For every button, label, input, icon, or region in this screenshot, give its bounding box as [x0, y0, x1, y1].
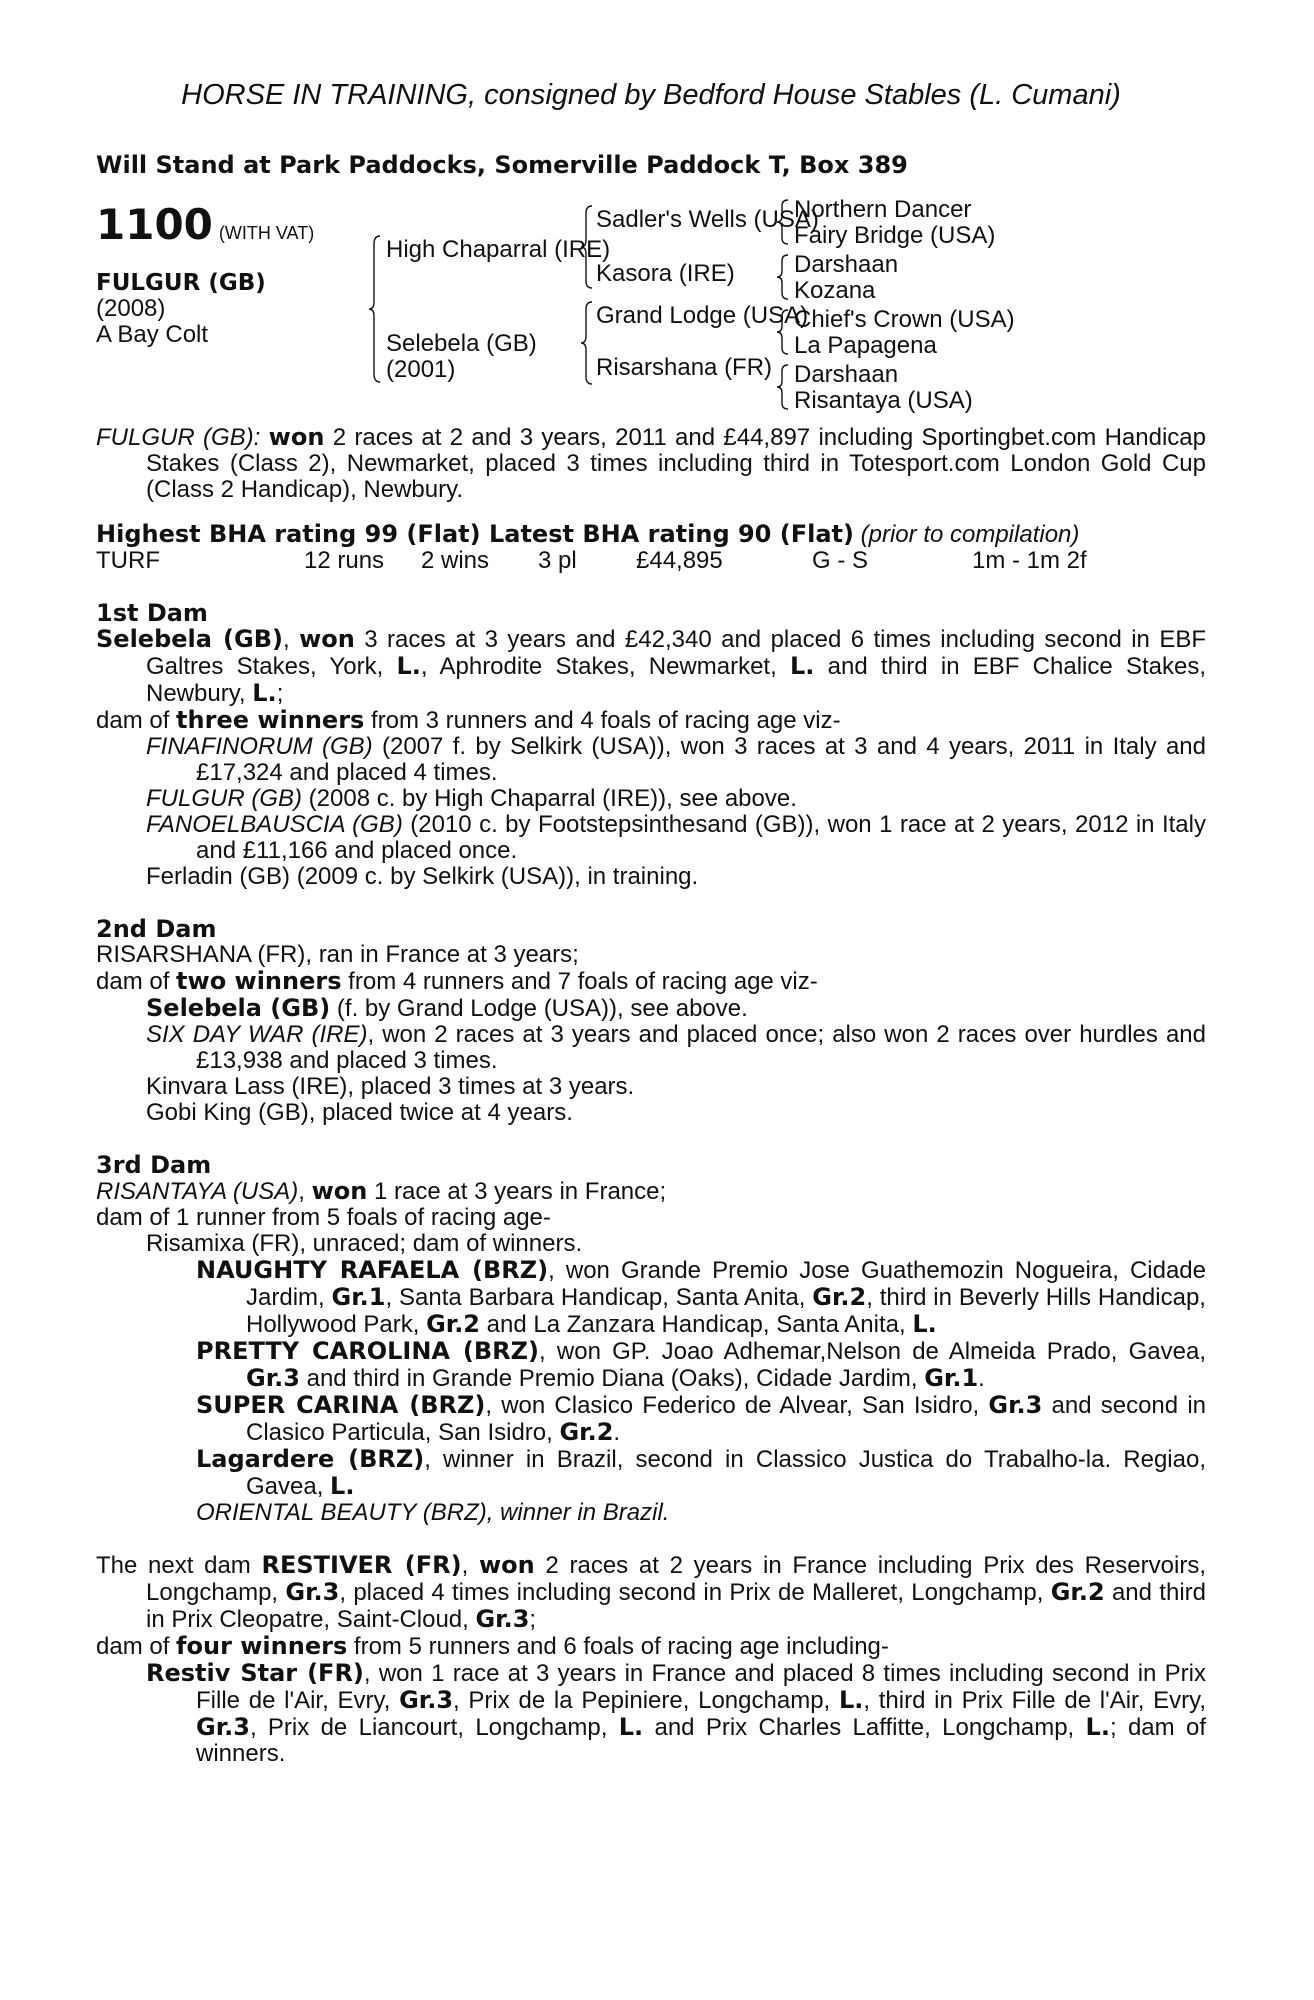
gen3-ancestor: Darshaan: [794, 251, 899, 278]
horse-year: (2008): [96, 295, 166, 322]
produce-entry: Restiv Star (FR), won 1 race at 3 years in France and placed 8 times including second in Prix Fille de l'Air, Evry, Gr.3, Prix de la Pepiniere, Longchamp, L., third in Prix Fille de l'Air, Evry, Gr.3, Prix de Liancourt, Longchamp, L. and Prix Charles Laffitte, Longchamp, L.; dam of winners.: [146, 1659, 1206, 1767]
vat-note: (WITH VAT): [218, 223, 315, 243]
produce-entry: Selebela (GB) (f. by Grand Lodge (USA)), see above.: [146, 994, 748, 1022]
produce-entry: NAUGHTY RAFAELA (BRZ), won Grande Premio Jose Guathemozin Nogueira, Cidade Jardim, Gr.1, Santa Barbara Handicap, Santa Anita, Gr.2, third in Beverly Hills Handicap, Hollywood Park, Gr.2 and La Zanzara Handicap, Santa Anita, L.: [196, 1256, 1206, 1338]
dam-sire-name: Grand Lodge (USA): [596, 302, 809, 329]
page-header: HORSE IN TRAINING, consigned by Bedford House Stables (L. Cumani): [181, 79, 1121, 111]
catalogue-page: [96, 78, 1206, 1767]
pedigree-block: [96, 196, 1206, 422]
sire-dam-brace: [368, 234, 384, 384]
lot-number-row: [96, 200, 314, 258]
first-dam-record: Selebela (GB), won 3 races at 3 years and £42,340 and placed 6 times including second in EBF Galtres Stakes, York, L., Aphrodite Stakes, Newmarket, L. and third in EBF Chalice Stakes, Newbury, L.;: [96, 625, 1206, 707]
first-dam-produce-intro: dam of three winners from 3 runners and 4 foals of racing age viz-: [96, 706, 841, 734]
produce-entry: FINAFINORUM (GB) (2007 f. by Selkirk (USA)), won 3 races at 3 and 4 years, 2011 in Italy and £17,324 and placed 4 times.: [146, 733, 1206, 786]
gen3-brace-4: [776, 363, 792, 413]
second-dam-record: RISARSHANA (FR), ran in France at 3 years;: [96, 941, 579, 968]
gen3-brace-2: [776, 253, 792, 303]
sire-dam-name: Kasora (IRE): [596, 260, 735, 287]
gen3-ancestor: Fairy Bridge (USA): [794, 222, 996, 249]
dam-parents-brace: [580, 300, 596, 386]
next-dam-record: The next dam RESTIVER (FR), won 2 races at 2 years in France including Prix des Reservoirs, Longchamp, Gr.3, placed 4 times including second in Prix de Malleret, Longchamp, Gr.2 and third in Prix Cleopatre, Saint-Cloud, Gr.3;: [96, 1551, 1206, 1633]
sire-parents-brace: [580, 204, 596, 290]
dam-year: (2001): [386, 356, 456, 383]
next-dam-produce-intro: dam of four winners from 5 runners and 6 foals of racing age including-: [96, 1632, 889, 1660]
gen3-ancestor: Northern Dancer: [794, 196, 972, 223]
horse-name: FULGUR (GB): [96, 270, 266, 296]
produce-entry: ORIENTAL BEAUTY (BRZ), winner in Brazil.: [196, 1499, 670, 1526]
produce-entry: Lagardere (BRZ), winner in Brazil, second in Classico Justica do Trabalho-la. Regiao, Gavea, L.: [196, 1445, 1206, 1500]
produce-entry: Ferladin (GB) (2009 c. by Selkirk (USA)), in training.: [146, 863, 699, 890]
second-dam-heading: 2nd Dam: [96, 915, 217, 943]
produce-entry: FULGUR (GB) (2008 c. by High Chaparral (IRE)), see above.: [146, 785, 797, 812]
third-dam-record: RISANTAYA (USA), won 1 race at 3 years in France;: [96, 1177, 667, 1205]
first-dam-heading: 1st Dam: [96, 599, 208, 627]
rating-line: Highest BHA rating 99 (Flat) Latest BHA rating 90 (Flat) (prior to compilation): [96, 520, 1080, 548]
gen3-ancestor: Risantaya (USA): [794, 387, 973, 414]
gen3-ancestor: La Papagena: [794, 332, 937, 359]
sire-sire-name: Sadler's Wells (USA): [596, 206, 819, 233]
produce-entry: Gobi King (GB), placed twice at 4 years.: [146, 1099, 573, 1126]
dam-name: Selebela (GB): [386, 330, 537, 357]
lot-info: [96, 200, 314, 348]
turf-record: TURF 12 runs 2 wins 3 pl £44,895 G - S 1m - 1m 2f: [96, 547, 1087, 574]
third-dam-heading: 3rd Dam: [96, 1151, 212, 1179]
produce-entry: PRETTY CAROLINA (BRZ), won GP. Joao Adhemar,Nelson de Almeida Prado, Gavea, Gr.3 and third in Grande Premio Diana (Oaks), Cidade Jardim, Gr.1.: [196, 1337, 1206, 1392]
gen3-ancestor: Darshaan: [794, 361, 899, 388]
horse-description: A Bay Colt: [96, 321, 209, 348]
second-dam-produce-intro: dam of two winners from 4 runners and 7 foals of racing age viz-: [96, 967, 818, 995]
sire-name: High Chaparral (IRE): [386, 236, 611, 263]
gen3-brace-3: [776, 308, 792, 358]
stand-location: Will Stand at Park Paddocks, Somerville Paddock T, Box 389: [96, 151, 908, 179]
gen3-ancestor: Chief's Crown (USA): [794, 306, 1015, 333]
produce-entry: FANOELBAUSCIA (GB) (2010 c. by Footstepsinthesand (GB)), won 1 race at 2 years, 2012 in Italy and £11,166 and placed once.: [146, 811, 1206, 864]
produce-entry: Kinvara Lass (IRE), placed 3 times at 3 years.: [146, 1073, 635, 1100]
produce-entry: SUPER CARINA (BRZ), won Clasico Federico de Alvear, San Isidro, Gr.3 and second in Clasico Particula, San Isidro, Gr.2.: [196, 1391, 1206, 1446]
gen3-ancestor: Kozana: [794, 277, 876, 304]
gen3-brace-1: [776, 198, 792, 248]
dam-dam-name: Risarshana (FR): [596, 354, 773, 381]
produce-entry: Risamixa (FR), unraced; dam of winners.: [146, 1230, 583, 1257]
produce-entry: SIX DAY WAR (IRE), won 2 races at 3 years and placed once; also won 2 races over hurdles and £13,938 and placed 3 times.: [146, 1021, 1206, 1074]
third-dam-produce-intro: dam of 1 runner from 5 foals of racing age-: [96, 1204, 551, 1231]
lot-number: 1100: [96, 200, 213, 249]
performance-paragraph: FULGUR (GB): won 2 races at 2 and 3 years, 2011 and £44,897 including Sportingbet.com Handicap Stakes (Class 2), Newmarket, placed 3 times including third in Totesport.com London Gold Cup (Class 2 Handicap), Newbury.: [96, 423, 1207, 503]
